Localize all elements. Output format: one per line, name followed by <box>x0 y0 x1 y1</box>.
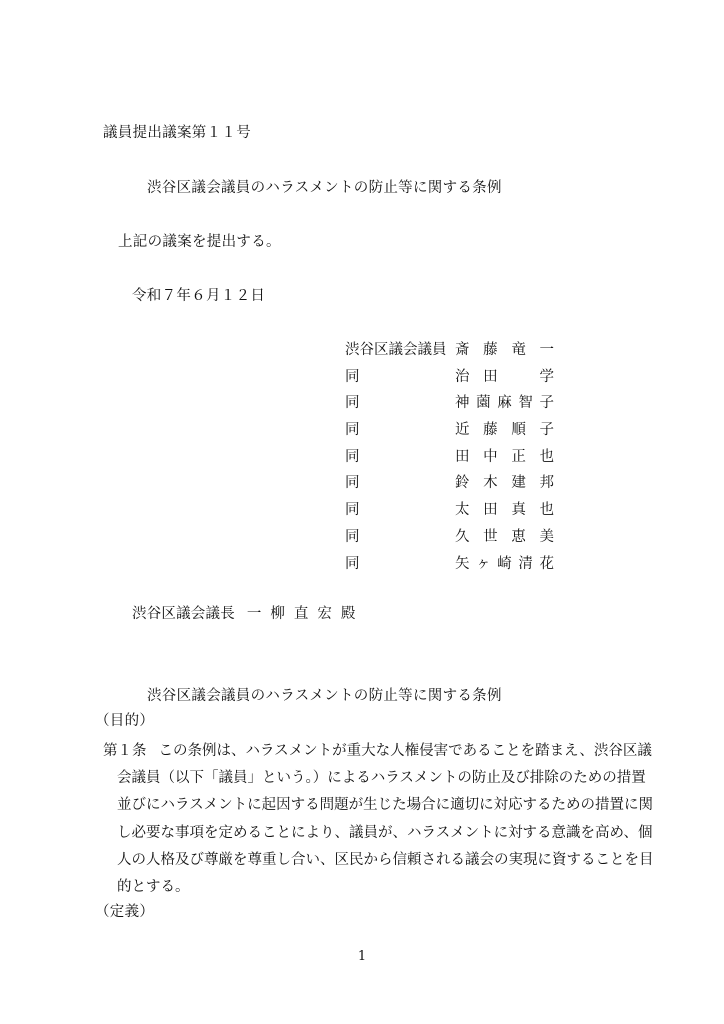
signer-row <box>345 527 560 554</box>
submission-date: 令和７年６月１２日 <box>132 288 266 304</box>
addressee <box>132 604 364 624</box>
signer-affiliation: 同 <box>345 555 360 572</box>
article-label: 第１条 <box>103 743 147 759</box>
addressee-title: 渋谷区議会議長 <box>132 606 235 622</box>
signer-row <box>345 554 560 581</box>
signer-name: 神薗麻智子 <box>455 395 554 412</box>
signer-list <box>345 340 560 580</box>
signer-row <box>345 447 560 474</box>
signer-row <box>345 367 560 394</box>
purpose-heading: （目的） <box>95 713 155 729</box>
signer-row <box>345 340 560 367</box>
signer-name: 太田真也 <box>455 502 554 519</box>
bill-title: 渋谷区議会議員のハラスメントの防止等に関する条例 <box>147 180 502 196</box>
bill-number: 議員提出議案第１１号 <box>103 125 251 141</box>
signer-row <box>345 420 560 447</box>
article-1 <box>103 738 654 901</box>
article-line: 的とする。 <box>117 879 190 896</box>
signer-name: 田中正也 <box>455 448 554 465</box>
article-line: 会議員（以下「議員」という。）によるハラスメントの防止及び排除のための措置 <box>117 770 646 787</box>
signer-affiliation: 同 <box>345 528 360 545</box>
signer-name: 鈴木建邦 <box>455 475 554 492</box>
signer-name: 治田 学 <box>455 368 554 385</box>
signer-affiliation: 渋谷区議会議員 <box>345 342 447 358</box>
article-text: この条例は、ハラスメントが重大な人権侵害であることを踏まえ、渋谷区議 <box>158 743 652 759</box>
ordinance-title: 渋谷区議会議員のハラスメントの防止等に関する条例 <box>147 688 502 704</box>
article-line: 並びにハラスメントに起因する問題が生じた場合に適切に対応するための措置に関 <box>117 797 654 814</box>
signer-affiliation: 同 <box>345 395 360 412</box>
signer-name: 矢ヶ崎清花 <box>455 555 554 572</box>
article-line: 人の人格及び尊厳を尊重し合い、区民から信頼される議会の実現に資することを目 <box>117 851 654 868</box>
page-number: 1 <box>357 949 367 964</box>
signer-affiliation: 同 <box>345 475 360 492</box>
signer-row <box>345 393 560 420</box>
signer-affiliation: 同 <box>345 368 360 385</box>
signer-affiliation: 同 <box>345 422 360 439</box>
signer-name: 久世恵美 <box>455 528 554 545</box>
signer-name: 斎藤竜一 <box>455 342 554 358</box>
signer-name: 近藤順子 <box>455 422 554 439</box>
article-line <box>103 738 652 765</box>
submission-statement: 上記の議案を提出する。 <box>118 234 281 250</box>
signer-row <box>345 500 560 527</box>
article-line: し必要な事項を定めることにより、議員が、ハラスメントに対する意識を高め、個 <box>117 824 653 841</box>
signer-affiliation: 同 <box>345 448 360 465</box>
signer-affiliation: 同 <box>345 502 360 519</box>
addressee-name: 一柳直宏殿 <box>246 606 365 622</box>
signer-row <box>345 473 560 500</box>
definition-heading: （定義） <box>95 904 155 920</box>
